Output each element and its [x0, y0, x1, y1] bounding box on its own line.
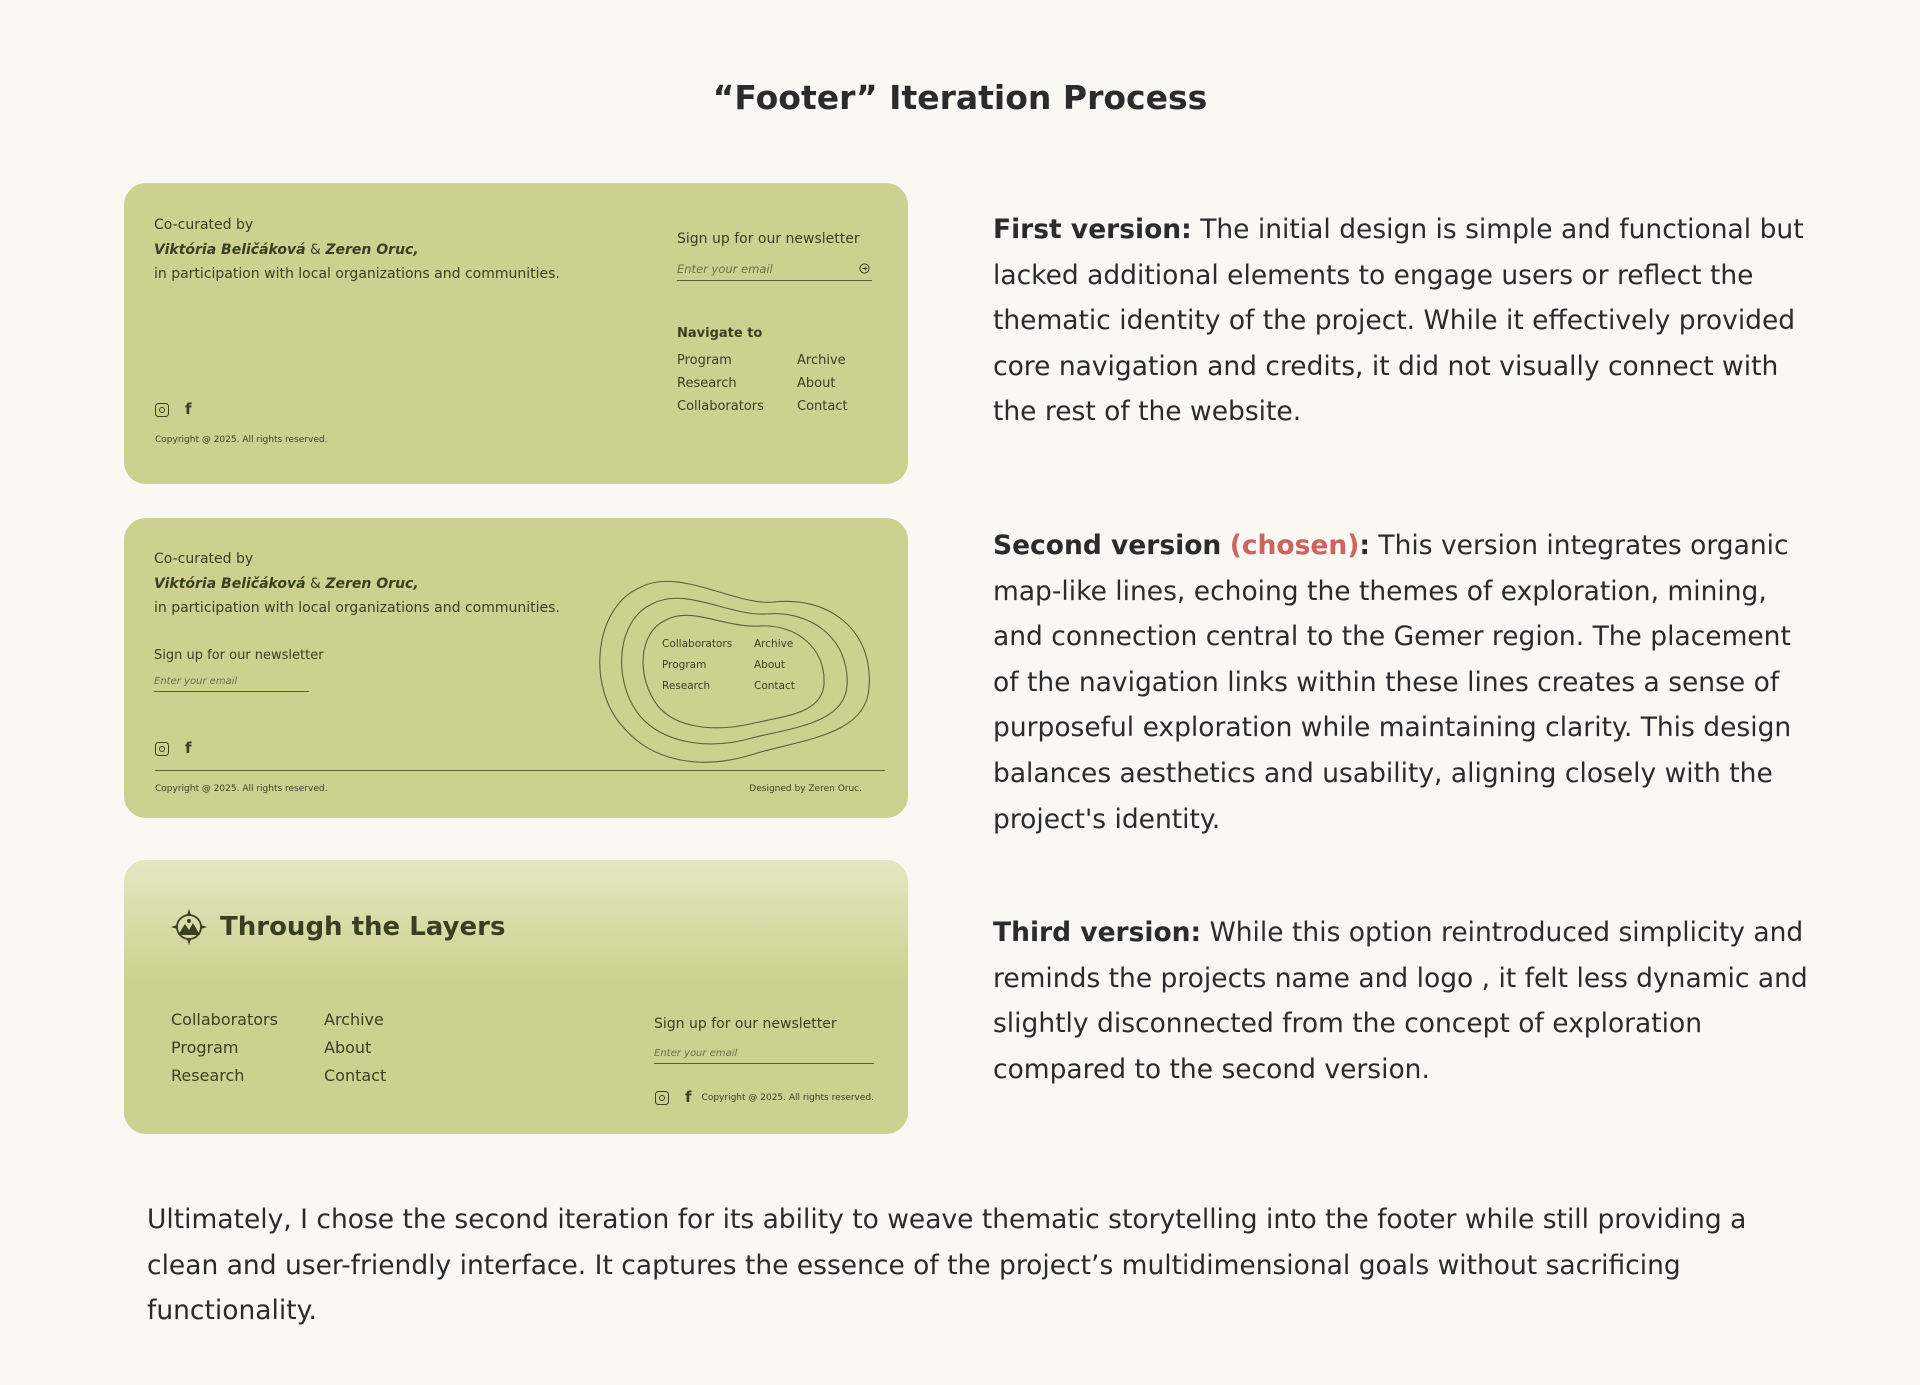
nav-links	[171, 1006, 386, 1090]
third-version-description	[993, 910, 1813, 1092]
curator-2: Zeren Oruc,	[325, 241, 419, 258]
nav-link[interactable]: Contact	[754, 680, 795, 692]
newsletter-label: Sign up for our newsletter	[677, 231, 860, 247]
nav-link[interactable]: Archive	[324, 1010, 384, 1029]
curator-2: Zeren Oruc,	[325, 575, 419, 592]
second-version-label: Second version	[993, 530, 1222, 561]
curators-line	[154, 572, 614, 597]
instagram-icon[interactable]	[655, 1091, 669, 1105]
instagram-icon[interactable]	[155, 403, 169, 417]
email-input[interactable]	[654, 1048, 874, 1064]
nav-links	[662, 634, 795, 697]
nav-link[interactable]: Program	[662, 659, 707, 671]
email-input[interactable]	[154, 676, 309, 692]
curator-1: Viktória Beličáková	[154, 241, 306, 258]
first-version-description	[993, 207, 1813, 435]
footer-version-3	[124, 860, 908, 1134]
nav-link[interactable]: Collaborators	[171, 1010, 278, 1029]
arrow-circle-icon[interactable]	[859, 263, 870, 274]
third-version-label: Third version:	[993, 917, 1202, 948]
credits-block	[154, 213, 634, 287]
nav-link[interactable]: Research	[171, 1066, 245, 1085]
credits-block	[154, 547, 614, 621]
nav-link[interactable]: Contact	[324, 1066, 387, 1085]
email-placeholder: Enter your email	[654, 1048, 738, 1059]
email-placeholder: Enter your email	[154, 676, 238, 687]
co-curated-label: Co-curated by	[154, 551, 254, 567]
page-title: “Footer” Iteration Process	[712, 78, 1208, 117]
nav-link[interactable]: Research	[677, 376, 737, 391]
chosen-badge: (chosen)	[1229, 530, 1360, 561]
nav-link[interactable]: Collaborators	[677, 399, 764, 414]
facebook-icon[interactable]: f	[185, 400, 192, 418]
social-links	[655, 1090, 692, 1105]
nav-link[interactable]: Program	[677, 353, 732, 368]
copyright: Copyright @ 2025. All rights reserved.	[701, 1093, 874, 1103]
nav-link[interactable]: Collaborators	[662, 638, 733, 650]
social-links	[155, 402, 192, 417]
nav-link[interactable]: Research	[662, 680, 711, 692]
nav-link[interactable]: Contact	[797, 399, 848, 414]
curator-1: Viktória Beličáková	[154, 575, 306, 592]
participation-text: in participation with local organizations and communities.	[154, 266, 560, 282]
nav-link[interactable]: About	[797, 376, 836, 391]
copyright: Copyright @ 2025. All rights reserved.	[155, 435, 328, 445]
compass-mountain-logo-icon	[170, 908, 208, 946]
second-version-description	[993, 523, 1813, 842]
newsletter-label: Sign up for our newsletter	[154, 648, 324, 663]
email-input[interactable]	[677, 262, 872, 281]
curators-line	[154, 238, 634, 263]
brand	[170, 908, 505, 946]
conclusion-paragraph: Ultimately, I chose the second iteration for its ability to weave thematic storytelling into the footer while still providing a clean and user-friendly interface. It captures the essence of the project’s multidimensional goals without sacrificing functionality.	[147, 1204, 1747, 1327]
first-version-text: The initial design is simple and functional but lacked additional elements to engage users or reflect the thematic identity of the project. While it effectively provided core navigation and credits, it did not visually connect with the rest of the website.	[993, 214, 1804, 428]
nav-link[interactable]: Program	[171, 1038, 239, 1057]
third-version-text: While this option reintroduced simplicity and reminds the projects name and logo , it felt less dynamic and slightly disconnected from the concept of exploration compared to the second version.	[993, 917, 1808, 1085]
designed-by: Designed by Zeren Oruc.	[749, 784, 862, 794]
nav-link[interactable]: About	[324, 1038, 372, 1057]
ampersand: &	[310, 575, 321, 592]
navigate-heading: Navigate to	[677, 326, 763, 341]
copyright: Copyright @ 2025. All rights reserved.	[155, 784, 328, 794]
facebook-icon[interactable]: f	[685, 1088, 692, 1106]
co-curated-label: Co-curated by	[154, 217, 254, 233]
nav-link[interactable]: Archive	[797, 353, 846, 368]
divider	[155, 770, 885, 771]
footer-version-2	[124, 518, 908, 818]
instagram-icon[interactable]	[155, 742, 169, 756]
newsletter-label: Sign up for our newsletter	[654, 1016, 837, 1032]
footer-version-1	[124, 183, 908, 484]
nav-link[interactable]: Archive	[754, 638, 794, 650]
first-version-label: First version:	[993, 214, 1192, 245]
participation-text: in participation with local organizations and communities.	[154, 600, 560, 616]
facebook-icon[interactable]: f	[185, 739, 192, 757]
ampersand: &	[310, 241, 321, 258]
second-version-text: This version integrates organic map-like lines, echoing the themes of exploration, mining, and connection central to the Gemer region. The placement of the navigation links within these lines creates a sense of purposeful exploration while maintaining clarity. This design balances aesthetics and usability, aligning closely with the project's identity.	[993, 530, 1792, 835]
nav-links	[677, 349, 848, 418]
nav-link[interactable]: About	[754, 659, 786, 671]
email-placeholder: Enter your email	[677, 262, 773, 276]
brand-name: Through the Layers	[220, 912, 506, 942]
social-links	[155, 741, 192, 756]
second-version-colon: :	[1359, 530, 1370, 561]
